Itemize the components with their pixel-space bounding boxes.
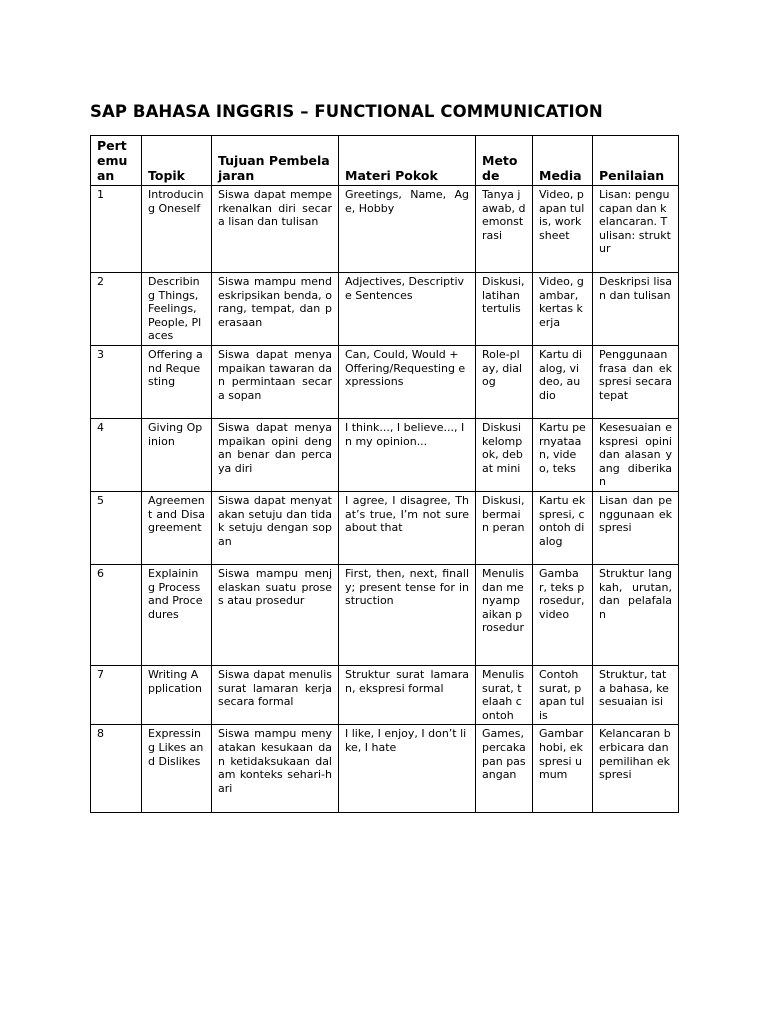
cell-topik: Expressing Likes and Dislikes — [142, 725, 212, 813]
cell-materi: Can, Could, Would + Offering/Requesting expressions — [339, 346, 476, 419]
header-media: Media — [533, 136, 593, 186]
table-row — [91, 346, 679, 419]
cell-metode: Games, percakapan pasangan — [476, 725, 533, 813]
cell-materi: Struktur surat lamaran, ekspresi formal — [339, 666, 476, 725]
cell-metode: Menulis surat, telaah contoh — [476, 666, 533, 725]
cell-penilaian: Penggunaan frasa dan ekspresi secara tepat — [593, 346, 679, 419]
cell-topik: Describing Things, Feelings, People, Places — [142, 273, 212, 346]
cell-media: Gambar, teks prosedur, video — [533, 565, 593, 666]
cell-metode: Role-play, dialog — [476, 346, 533, 419]
cell-materi: Greetings, Name, Age, Hobby — [339, 186, 476, 273]
cell-topik: Offering and Requesting — [142, 346, 212, 419]
cell-topik: Explaining Process and Procedures — [142, 565, 212, 666]
cell-no: 3 — [91, 346, 142, 419]
header-pertemuan: Pert emu an — [91, 136, 142, 186]
cell-penilaian: Lisan: pengucapan dan kelancaran. Tulisan: struktur — [593, 186, 679, 273]
cell-materi: I like, I enjoy, I don’t like, I hate — [339, 725, 476, 813]
cell-media: Gambar hobi, ekspresi umum — [533, 725, 593, 813]
cell-tujuan: Siswa mampu menjelaskan suatu proses atau prosedur — [212, 565, 339, 666]
cell-media: Video, papan tulis, worksheet — [533, 186, 593, 273]
table-row — [91, 565, 679, 666]
cell-media: Kartu ekspresi, contoh dialog — [533, 492, 593, 565]
document-title: SAP BAHASA INGGRIS – FUNCTIONAL COMMUNICATION — [90, 102, 603, 121]
header-topik: Topik — [142, 136, 212, 186]
cell-penilaian: Lisan dan penggunaan ekspresi — [593, 492, 679, 565]
cell-no: 8 — [91, 725, 142, 813]
cell-materi: I think..., I believe..., In my opinion... — [339, 419, 476, 492]
cell-metode: Diskusi kelompok, debat mini — [476, 419, 533, 492]
cell-topik: Writing Application — [142, 666, 212, 725]
header-penilaian: Penilaian — [593, 136, 679, 186]
cell-no: 6 — [91, 565, 142, 666]
table-row — [91, 419, 679, 492]
cell-metode: Menulis dan menyampaikan prosedur — [476, 565, 533, 666]
cell-no: 5 — [91, 492, 142, 565]
cell-no: 4 — [91, 419, 142, 492]
cell-materi: I agree, I disagree, That’s true, I’m not sure about that — [339, 492, 476, 565]
cell-topik: Agreement and Disagreement — [142, 492, 212, 565]
cell-media: Contoh surat, papan tulis — [533, 666, 593, 725]
cell-topik: Introducing Oneself — [142, 186, 212, 273]
table-header-row — [91, 136, 679, 186]
cell-penilaian: Struktur, tata bahasa, kesesuaian isi — [593, 666, 679, 725]
cell-tujuan: Siswa dapat menyampaikan tawaran dan permintaan secara sopan — [212, 346, 339, 419]
table-row — [91, 492, 679, 565]
cell-metode: Tanya jawab, demonstrasi — [476, 186, 533, 273]
cell-no: 2 — [91, 273, 142, 346]
cell-penilaian: Kesesuaian ekspresi opini dan alasan yang diberikan — [593, 419, 679, 492]
cell-metode: Diskusi, latihan tertulis — [476, 273, 533, 346]
sap-table — [90, 135, 679, 813]
cell-media: Kartu dialog, video, audio — [533, 346, 593, 419]
cell-tujuan: Siswa mampu menyatakan kesukaan dan ketidaksukaan dalam konteks sehari-hari — [212, 725, 339, 813]
table-row — [91, 273, 679, 346]
cell-materi: First, then, next, finally; present tense for instruction — [339, 565, 476, 666]
cell-metode: Diskusi, bermain peran — [476, 492, 533, 565]
cell-tujuan: Siswa mampu mendeskripsikan benda, orang, tempat, dan perasaan — [212, 273, 339, 346]
cell-penilaian: Struktur langkah, urutan, dan pelafalan — [593, 565, 679, 666]
cell-tujuan: Siswa dapat menulis surat lamaran kerja secara formal — [212, 666, 339, 725]
header-metode: Meto de — [476, 136, 533, 186]
table-row — [91, 186, 679, 273]
cell-tujuan: Siswa dapat memperkenalkan diri secara lisan dan tulisan — [212, 186, 339, 273]
header-materi: Materi Pokok — [339, 136, 476, 186]
cell-penilaian: Deskripsi lisan dan tulisan — [593, 273, 679, 346]
cell-media: Kartu pernyataan, video, teks — [533, 419, 593, 492]
cell-penilaian: Kelancaran berbicara dan pemilihan ekspresi — [593, 725, 679, 813]
cell-topik: Giving Opinion — [142, 419, 212, 492]
header-tujuan: Tujuan Pembelajaran — [212, 136, 339, 186]
table-row — [91, 666, 679, 725]
cell-no: 1 — [91, 186, 142, 273]
table-row — [91, 725, 679, 813]
cell-media: Video, gambar, kertas kerja — [533, 273, 593, 346]
cell-no: 7 — [91, 666, 142, 725]
cell-materi: Adjectives, Descriptive Sentences — [339, 273, 476, 346]
cell-tujuan: Siswa dapat menyampaikan opini dengan benar dan percaya diri — [212, 419, 339, 492]
cell-tujuan: Siswa dapat menyatakan setuju dan tidak setuju dengan sopan — [212, 492, 339, 565]
